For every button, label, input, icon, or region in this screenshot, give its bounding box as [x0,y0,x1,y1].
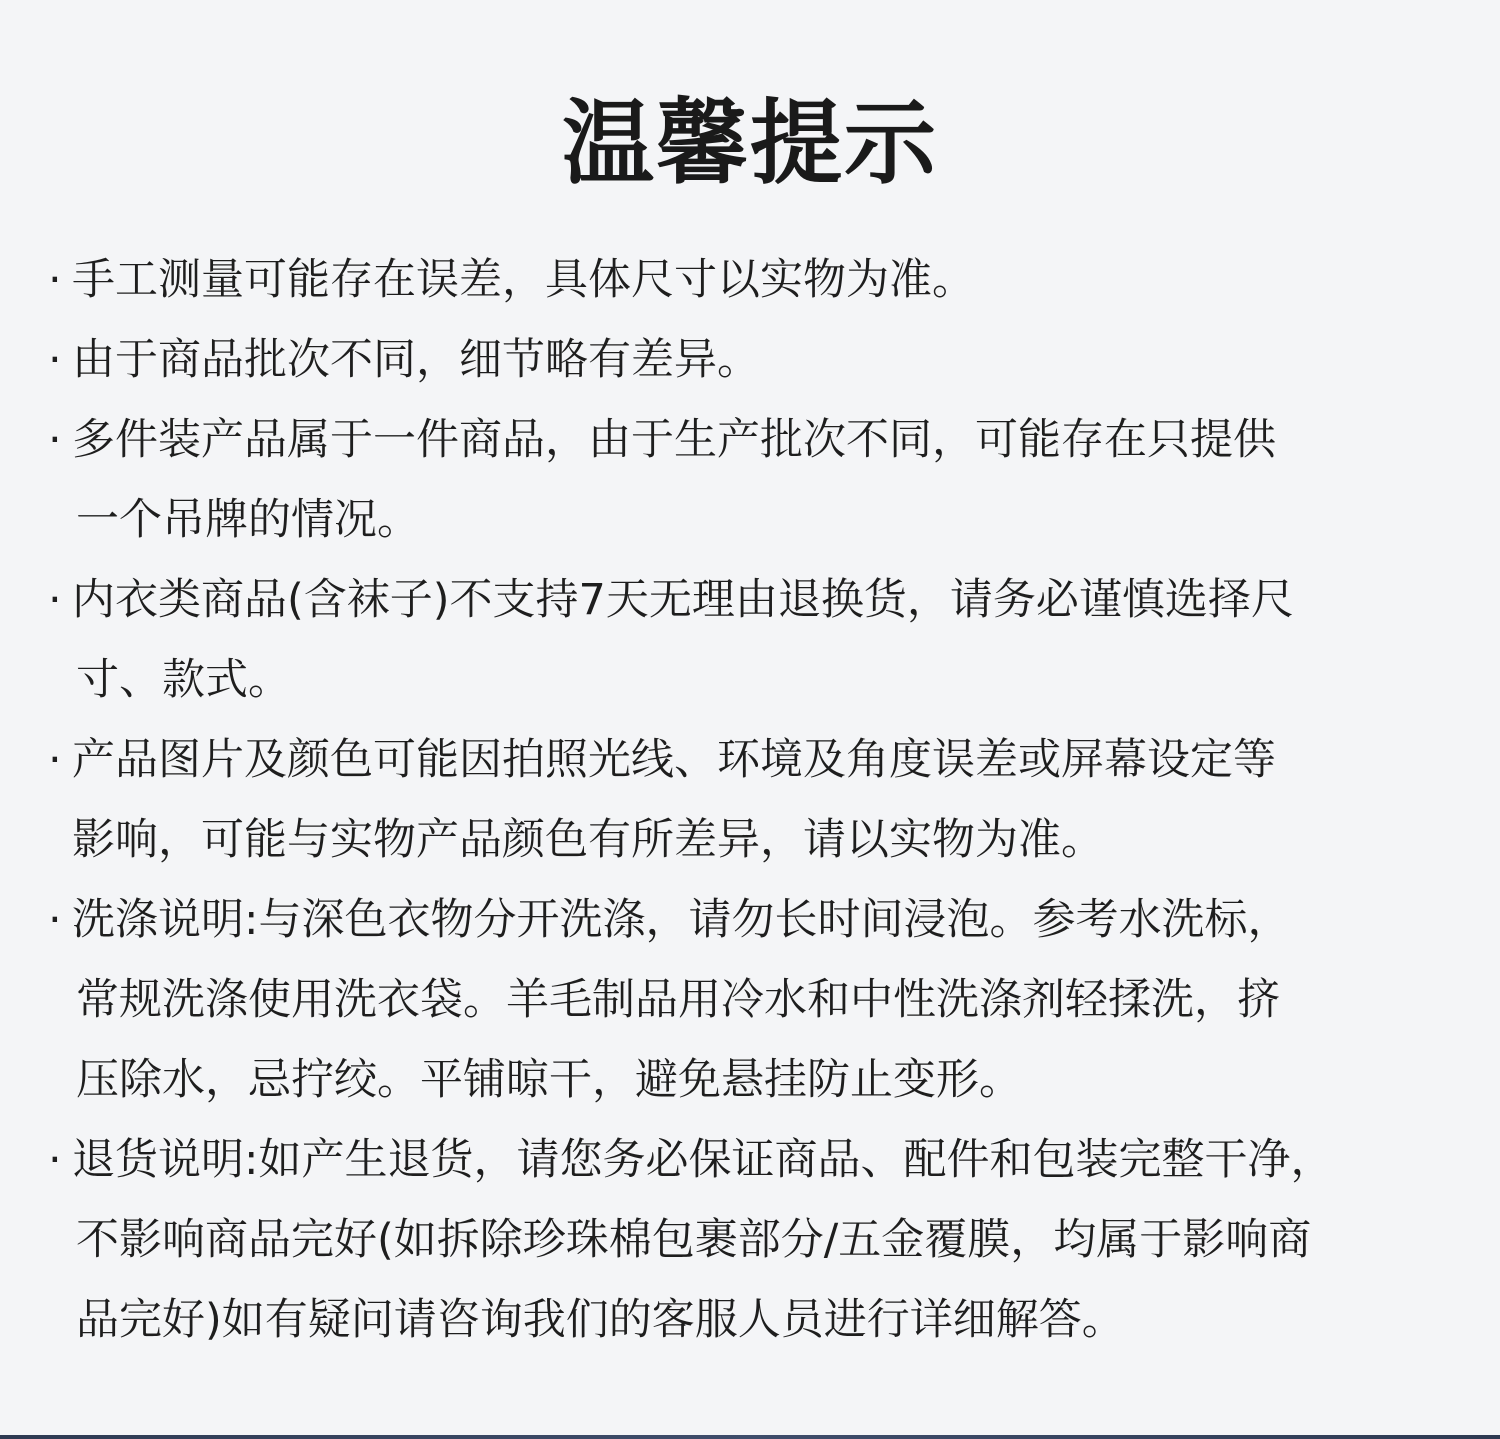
notice-item-color-variance [48,720,1468,880]
notice-item-line: 洗涤说明:与深色衣物分开洗涤，请勿长时间浸泡。参考水洗标， [72,895,1291,945]
bullet-dot-icon: · [48,1135,62,1185]
bullet-dot-icon: · [48,895,62,945]
notice-item-batch-difference [48,320,1468,400]
bullet-dot-icon: · [48,415,62,465]
notice-item-line: 寸、款式。 [76,655,291,705]
notice-item-line: 产品图片及颜色可能因拍照光线、环境及角度误差或屏幕设定等 [72,735,1276,785]
notice-item-line: 由于商品批次不同，细节略有差异。 [72,335,760,385]
bottom-divider [0,1435,1500,1439]
notice-item-line: 手工测量可能存在误差，具体尺寸以实物为准。 [72,255,975,305]
bullet-dot-icon: · [48,255,62,305]
bullet-dot-icon: · [48,735,62,785]
bullet-dot-icon: · [48,575,62,625]
notice-item-line: 退货说明:如产生退货，请您务必保证商品、配件和包装完整干净， [72,1135,1334,1185]
notice-item-line: 压除水，忌拧绞。平铺晾干，避免悬挂防止变形。 [76,1055,1022,1105]
notice-item-returns [48,1120,1468,1360]
notice-list [48,240,1468,1360]
notice-item-underwear-return [48,560,1468,720]
notice-item-line: 不影响商品完好(如拆除珍珠棉包裹部分/五金覆膜，均属于影响商 [76,1215,1312,1265]
notice-item-line: 一个吊牌的情况。 [76,495,420,545]
notice-item-multipack [48,400,1468,560]
notice-title: 温馨提示 [561,90,938,197]
notice-item-line: 内衣类商品(含袜子)不支持7天无理由退换货，请务必谨慎选择尺 [72,575,1294,625]
notice-item-line: 多件装产品属于一件商品，由于生产批次不同，可能存在只提供 [72,415,1276,465]
notice-item-line: 常规洗涤使用洗衣袋。羊毛制品用冷水和中性洗涤剂轻揉洗，挤 [76,975,1280,1025]
notice-item-line: 品完好)如有疑问请咨询我们的客服人员进行详细解答。 [76,1295,1125,1345]
notice-item-line: 影响，可能与实物产品颜色有所差异，请以实物为准。 [72,815,1104,865]
bullet-dot-icon: · [48,335,62,385]
notice-item-measurement [48,240,1468,320]
notice-item-washing [48,880,1468,1120]
